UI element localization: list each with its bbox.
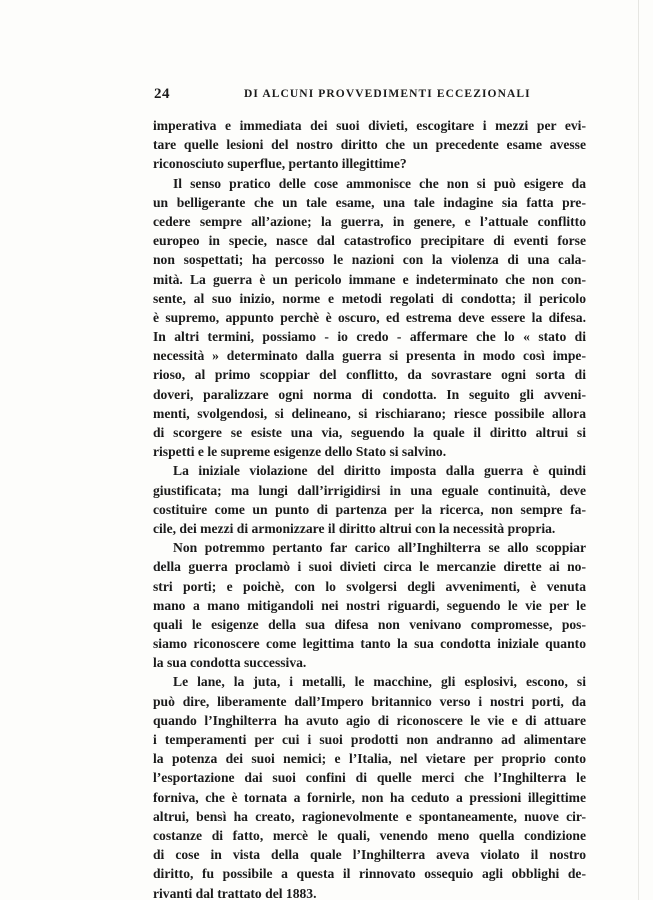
- text-line: di cose in vista della quale l’Inghilterra aveva violato il nostro: [153, 847, 586, 863]
- text-line: la sua condotta successiva.: [153, 655, 307, 671]
- running-title: DI ALCUNI PROVVEDIMENTI ECCEZIONALI: [244, 88, 531, 100]
- text-line: imperativa e immediata dei suoi divieti, escogitare i mezzi per evi-: [153, 118, 586, 133]
- text-line: di scorgere se esiste una via, seguendo la quale il diritto altrui si: [153, 425, 586, 440]
- page-number: 24: [154, 86, 170, 102]
- text-line: i temperamenti per cui i suoi prodotti non andranno ad alimentare: [153, 732, 586, 747]
- text-line: rispetti e le supreme esigenze dello Stato si salvino.: [153, 444, 447, 460]
- text-line: è supremo, appunto perchè è oscuro, ed estrema deve essere la difesa.: [153, 309, 586, 325]
- text-line: La iniziale violazione del diritto imposta dalla guerra è quindi: [173, 463, 586, 479]
- text-line: un belligerante che un tale esame, una tale indagine sia fatta pre-: [153, 194, 586, 210]
- text-line: può dire, liberamente dall’Impero britannico verso i nostri porti, da: [153, 693, 586, 709]
- page-edge-shadow: [638, 0, 639, 900]
- text-line: sente, al suo inizio, norme e metodi regolati di condotta; il pericolo: [153, 290, 586, 306]
- text-line: siamo riconoscere come legittima tanto la sua condotta iniziale quanto: [153, 636, 586, 652]
- text-line: europeo in specie, nasce dal catastrofico precipitare di eventi forse: [153, 233, 586, 249]
- text-line: mità. La guerra è un pericolo immane e indeterminato che non con-: [153, 271, 586, 287]
- text-line: Non potremmo pertanto far carico all’Inghilterra se allo scoppiar: [173, 540, 586, 556]
- text-line: cedere sempre all’azione; la guerra, in genere, e l’attuale conflitto: [153, 213, 586, 229]
- text-line: la potenza dei suoi nemici; e l’Italia, nel vietare per proprio conto: [153, 751, 586, 767]
- text-line: tare quelle lesioni del nostro diritto che un precedente esame avesse: [153, 137, 586, 153]
- text-line: stri porti; e poichè, con lo svolgersi degli avvenimenti, è venuta: [153, 578, 586, 594]
- text-line: menti, svolgendosi, si delineano, si rischiarano; riesce possibile allora: [153, 405, 586, 421]
- text-line: mano a mano mitigandoli nei nostri riguardi, seguendo le vie per le: [153, 597, 586, 613]
- text-line: doveri, paralizzare ogni norma di condotta. In seguito gli avveni-: [153, 386, 586, 402]
- text-line: rioso, al primo scoppiar del conflitto, da sovrastare ogni sorta di: [153, 367, 586, 383]
- body-text: [153, 116, 586, 903]
- text-line: altrui, bensì ha creato, ragionevolmente e spontaneamente, nuove cir-: [153, 808, 586, 824]
- running-head: [154, 86, 531, 104]
- text-line: necessità » determinato dalla guerra si presenta in modo così impe-: [153, 348, 586, 364]
- text-line: non sospettati; ha percosso le nazioni con la violenza di una cala-: [153, 252, 586, 268]
- text-line: quali le esigenze della sua difesa non venivano compromesse, pos-: [153, 616, 586, 632]
- text-line: giustificata; ma lungi dall’irrigidirsi in una eguale continuità, deve: [153, 482, 586, 498]
- text-line: quando l’Inghilterra ha avuto agio di riconoscere le vie e di attuare: [153, 712, 586, 728]
- text-line: cile, dei mezzi di armonizzare il diritto altrui con la necessità propria.: [153, 520, 556, 536]
- text-line: riconosciuto superflue, pertanto illegittime?: [153, 156, 407, 172]
- text-line: In altri termini, possiamo - io credo - affermare che lo « stato di: [153, 329, 586, 345]
- text-line: diritto, fu possibile a questa il rinnovato ossequio agli obblighi de-: [153, 866, 586, 882]
- text-line: della guerra proclamò i suoi divieti circa le mercanzie dirette ai no-: [153, 559, 586, 575]
- text-line: rivanti dal trattato del 1883.: [153, 885, 317, 901]
- text-line: forniva, che è tornata a fornirle, non ha ceduto a pressioni illegittime: [153, 789, 586, 805]
- text-line: Le lane, la juta, i metalli, le macchine, gli esplosivi, escono, si: [173, 674, 586, 690]
- text-line: costanze di fatto, mercè le quali, venendo meno quella condizione: [153, 827, 586, 843]
- text-line: Il senso pratico delle cose ammonisce che non si può esigere da: [173, 175, 586, 191]
- text-line: l’esportazione dai suoi confini di quelle merci che l’Inghilterra le: [153, 770, 586, 786]
- text-line: costituire come un punto di partenza per la ricerca, non sempre fa-: [153, 501, 586, 517]
